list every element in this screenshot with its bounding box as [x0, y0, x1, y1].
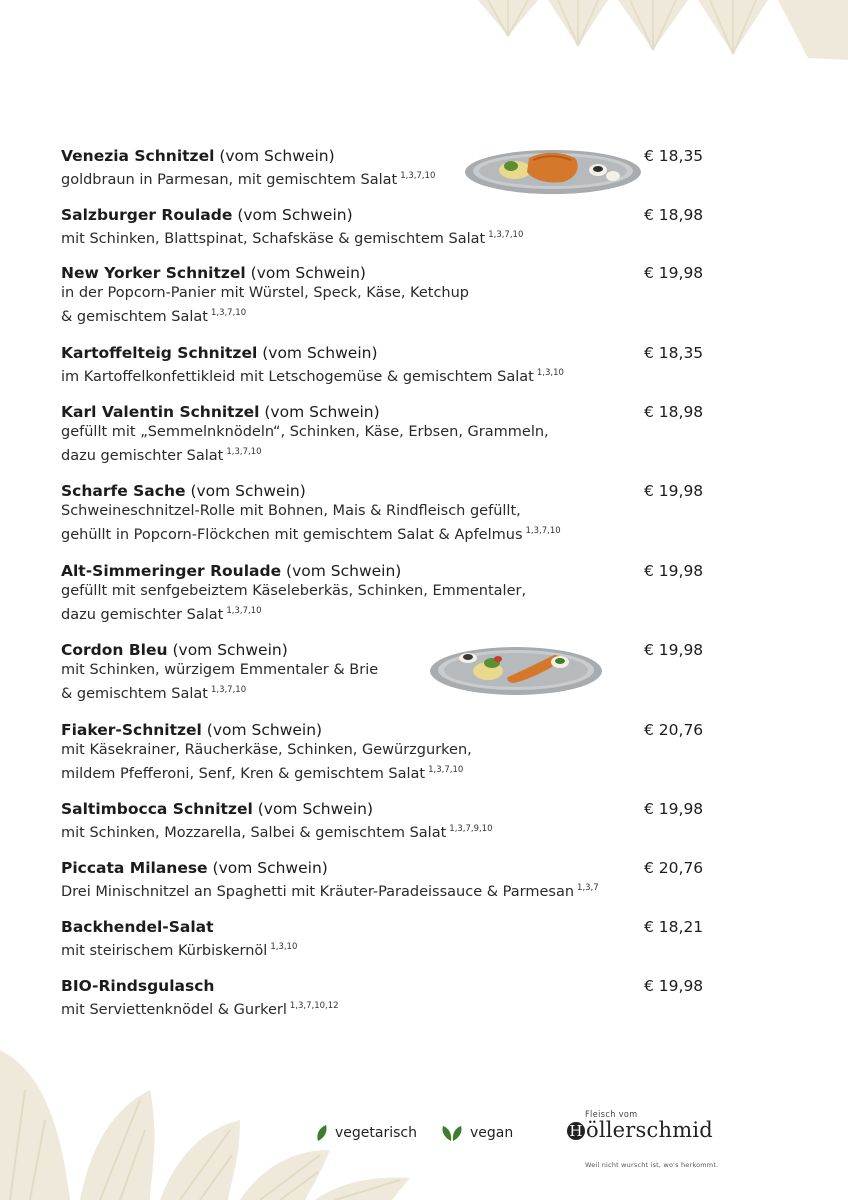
item-meat-origin: (vom Schwein)	[172, 641, 288, 659]
item-name: Fiaker-Schnitzel	[61, 721, 202, 739]
brand-name	[567, 1118, 713, 1142]
allergen-codes: 1,3,7,10,12	[289, 1001, 339, 1011]
allergen-codes: 1,3,7,10	[488, 230, 524, 240]
allergen-codes: 1,3,7,10	[428, 765, 464, 775]
item-description-line: mit Schinken, würzigem Emmentaler & Brie	[61, 662, 379, 678]
item-price: € 19,98	[644, 977, 704, 995]
menu-item-fiaker-schnitzel	[61, 720, 781, 784]
item-price: € 18,35	[644, 147, 704, 165]
item-description	[61, 680, 781, 704]
brand-logo	[563, 1110, 719, 1176]
item-meat-origin: (vom Schwein)	[250, 264, 366, 282]
item-description	[61, 878, 781, 902]
menu-item-scharfe-sache	[61, 481, 781, 545]
menu-item-new-yorker-schnitzel	[61, 263, 781, 327]
item-description	[61, 225, 781, 249]
item-meat-origin: (vom Schwein)	[264, 403, 380, 421]
allergen-codes: 1,3,10	[536, 368, 564, 378]
item-meat-origin: (vom Schwein)	[219, 147, 335, 165]
item-price: € 18,21	[644, 918, 704, 936]
item-description-line: gehüllt in Popcorn-Flöckchen mit gemischtem Salat & Apfelmus	[61, 526, 523, 543]
menu-item-venezia-schnitzel	[61, 146, 781, 190]
item-description-line: mit Serviettenknödel & Gurkerl	[61, 1001, 287, 1018]
allergen-codes: 1,3,7	[577, 883, 599, 893]
item-meat-origin: (vom Schwein)	[212, 859, 328, 877]
brand-slogan: Weil nicht wurscht ist, wo's herkommt.	[585, 1161, 719, 1169]
item-meat-origin: (vom Schwein)	[262, 344, 378, 362]
item-name: Saltimbocca Schnitzel	[61, 800, 253, 818]
item-price: € 19,98	[644, 800, 704, 818]
item-description	[61, 819, 781, 843]
allergen-codes: 1,3,7,10	[525, 526, 561, 536]
item-name: Piccata Milanese	[61, 859, 208, 877]
item-description	[61, 996, 781, 1020]
item-description-line: Schweineschnitzel-Rolle mit Bohnen, Mais & Rindfleisch gefüllt,	[61, 503, 521, 519]
menu-item-cordon-bleu	[61, 640, 781, 704]
item-name: Backhendel-Salat	[61, 918, 214, 936]
item-description-line: gefüllt mit senfgebeiztem Käseleberkäs, Schinken, Emmentaler,	[61, 583, 527, 599]
menu-item-saltimbocca-schnitzel	[61, 799, 781, 843]
brand-name-rest: öllerschmid	[586, 1118, 713, 1142]
allergen-codes: 1,3,7,10	[226, 447, 262, 457]
menu-item-kartoffelteig-schnitzel	[61, 343, 781, 387]
item-meat-origin: (vom Schwein)	[206, 721, 323, 739]
item-description-line: im Kartoffelkonfettikleid mit Letschogemüse & gemischtem Salat	[61, 368, 534, 385]
legend-vegan-label: vegan	[470, 1125, 514, 1141]
item-description-line: & gemischtem Salat	[61, 685, 208, 702]
item-description-line: goldbraun in Parmesan, mit gemischtem Salat	[61, 171, 398, 188]
item-description-line: mit Käsekrainer, Räucherkäse, Schinken, Gewürzgurken,	[61, 742, 472, 758]
menu-item-alt-simmeringer-roulade	[61, 561, 781, 625]
item-description	[61, 521, 781, 545]
item-price: € 18,98	[644, 403, 704, 421]
item-description	[61, 937, 781, 961]
brand-initial: H	[567, 1122, 585, 1140]
item-meat-origin: (vom Schwein)	[237, 206, 353, 224]
menu-item-bio-rindsgulasch	[61, 976, 781, 1020]
item-name: Scharfe Sache	[61, 482, 186, 500]
menu-item-piccata-milanese	[61, 858, 781, 902]
allergen-codes: 1,3,7,10	[400, 171, 436, 181]
item-description	[61, 442, 781, 466]
brand-prefix: Fleisch vom	[585, 1110, 638, 1120]
item-meat-origin: (vom Schwein)	[190, 482, 306, 500]
double-leaf-icon	[441, 1124, 463, 1142]
item-description-line: mit Schinken, Mozzarella, Salbei & gemischtem Salat	[61, 824, 447, 841]
item-description-line: & gemischtem Salat	[61, 308, 208, 325]
item-name: Alt-Simmeringer Roulade	[61, 562, 282, 580]
allergen-codes: 1,3,7,10	[226, 606, 262, 616]
item-meat-origin: (vom Schwein)	[286, 562, 402, 580]
allergen-codes: 1,3,7,10	[210, 685, 247, 695]
item-name: Cordon Bleu	[61, 641, 168, 659]
item-price: € 20,76	[644, 721, 704, 739]
item-description-line: gefüllt mit „Semmelnknödeln“, Schinken, Käse, Erbsen, Grammeln,	[61, 424, 549, 440]
item-description	[61, 166, 781, 190]
item-price: € 20,76	[644, 859, 704, 877]
item-description	[61, 760, 781, 784]
item-description	[61, 363, 781, 387]
item-description	[61, 601, 781, 625]
legend-vegan	[441, 1124, 513, 1142]
allergen-codes: 1,3,7,9,10	[449, 824, 493, 834]
item-meat-origin: (vom Schwein)	[257, 800, 374, 818]
menu-item-salzburger-roulade	[61, 205, 781, 249]
item-description-line: dazu gemischter Salat	[61, 606, 224, 623]
legend-vegetarian-label: vegetarisch	[335, 1125, 417, 1141]
item-description-line: mit steirischem Kürbiskernöl	[61, 942, 268, 959]
item-name: Kartoffelteig Schnitzel	[61, 344, 258, 362]
leaf-icon	[316, 1124, 328, 1142]
menu-item-karl-valentin-schnitzel	[61, 402, 781, 466]
allergen-codes: 1,3,10	[270, 942, 298, 952]
item-name: Salzburger Roulade	[61, 206, 233, 224]
item-name: Karl Valentin Schnitzel	[61, 403, 260, 421]
item-description-line: mit Schinken, Blattspinat, Schafskäse & gemischtem Salat	[61, 230, 486, 247]
item-price: € 18,35	[644, 344, 704, 362]
item-description-line: in der Popcorn-Panier mit Würstel, Speck, Käse, Ketchup	[61, 285, 470, 301]
item-price: € 18,98	[644, 206, 704, 224]
item-description	[61, 303, 781, 327]
item-name: Venezia Schnitzel	[61, 147, 215, 165]
item-description-line: Drei Minischnitzel an Spaghetti mit Kräuter-Paradeissauce & Parmesan	[61, 883, 575, 900]
item-name: BIO-Rindsgulasch	[61, 977, 215, 995]
item-description-line: dazu gemischter Salat	[61, 447, 224, 464]
menu-item-backhendel-salat	[61, 917, 781, 961]
item-price: € 19,98	[644, 264, 704, 282]
item-description-line: mildem Pfefferoni, Senf, Kren & gemischtem Salat	[61, 765, 426, 782]
item-price: € 19,98	[644, 641, 704, 659]
allergen-codes: 1,3,7,10	[210, 308, 247, 318]
decorative-fan-pattern-top	[458, 0, 848, 60]
legend-vegetarian	[316, 1124, 417, 1142]
item-name: New Yorker Schnitzel	[61, 264, 246, 282]
item-price: € 19,98	[644, 482, 704, 500]
item-price: € 19,98	[644, 562, 704, 580]
